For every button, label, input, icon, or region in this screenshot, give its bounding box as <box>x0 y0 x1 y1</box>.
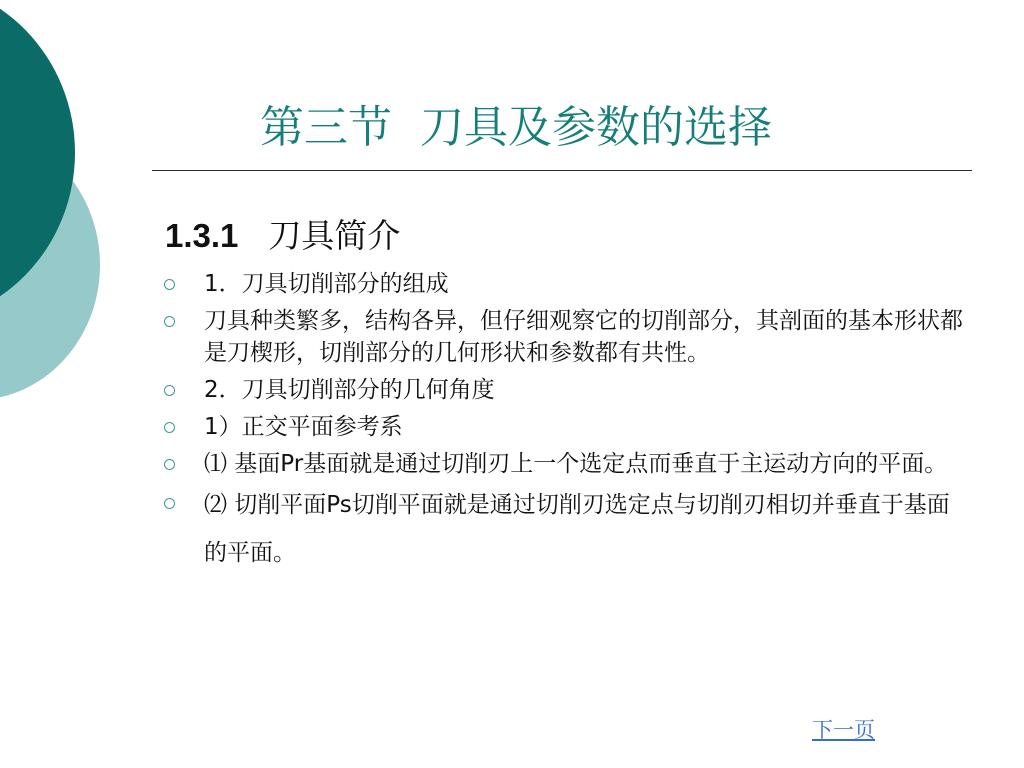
bullet-text: ⑴ 基面Pr基面就是通过切削刃上一个选定点而垂直于主运动方向的平面。 <box>204 451 948 477</box>
bullet-circle-icon <box>164 459 175 470</box>
bullet-item <box>160 448 964 480</box>
bullet-circle-icon <box>164 498 175 509</box>
bullet-circle-icon <box>164 316 175 327</box>
bullet-circle-icon <box>164 422 175 433</box>
bullet-item <box>160 374 964 406</box>
bullet-text: ⑵ 切削平面Ps切削平面就是通过切削刃选定点与切削刃相切并垂直于基面的平面。 <box>204 492 950 566</box>
bullet-text: 刀具种类繁多，结构各异，但仔细观察它的切削部分，其剖面的基本形状都是刀楔形，切削部分的几何形状和参数都有共性。 <box>204 308 963 366</box>
bullet-text: 1．刀具切削部分的组成 <box>204 271 449 297</box>
section-title: 刀具简介 <box>268 216 401 255</box>
bullet-item <box>160 305 964 369</box>
bullet-text: 1）正交平面参考系 <box>204 414 403 440</box>
slide-title: 第三节 刀具及参数的选择 <box>260 102 772 153</box>
bullet-circle-icon <box>164 279 175 290</box>
bullet-item <box>160 411 964 443</box>
bullet-item <box>160 481 964 577</box>
bullet-item <box>160 268 964 300</box>
section-number: 1.3.1 <box>165 217 239 254</box>
title-divider <box>152 170 972 171</box>
bullet-circle-icon <box>164 385 175 396</box>
next-page-link[interactable]: 下一页 <box>812 718 875 742</box>
bullet-text: 2．刀具切削部分的几何角度 <box>204 377 495 403</box>
section-heading <box>165 210 400 262</box>
bullet-list <box>160 268 980 582</box>
